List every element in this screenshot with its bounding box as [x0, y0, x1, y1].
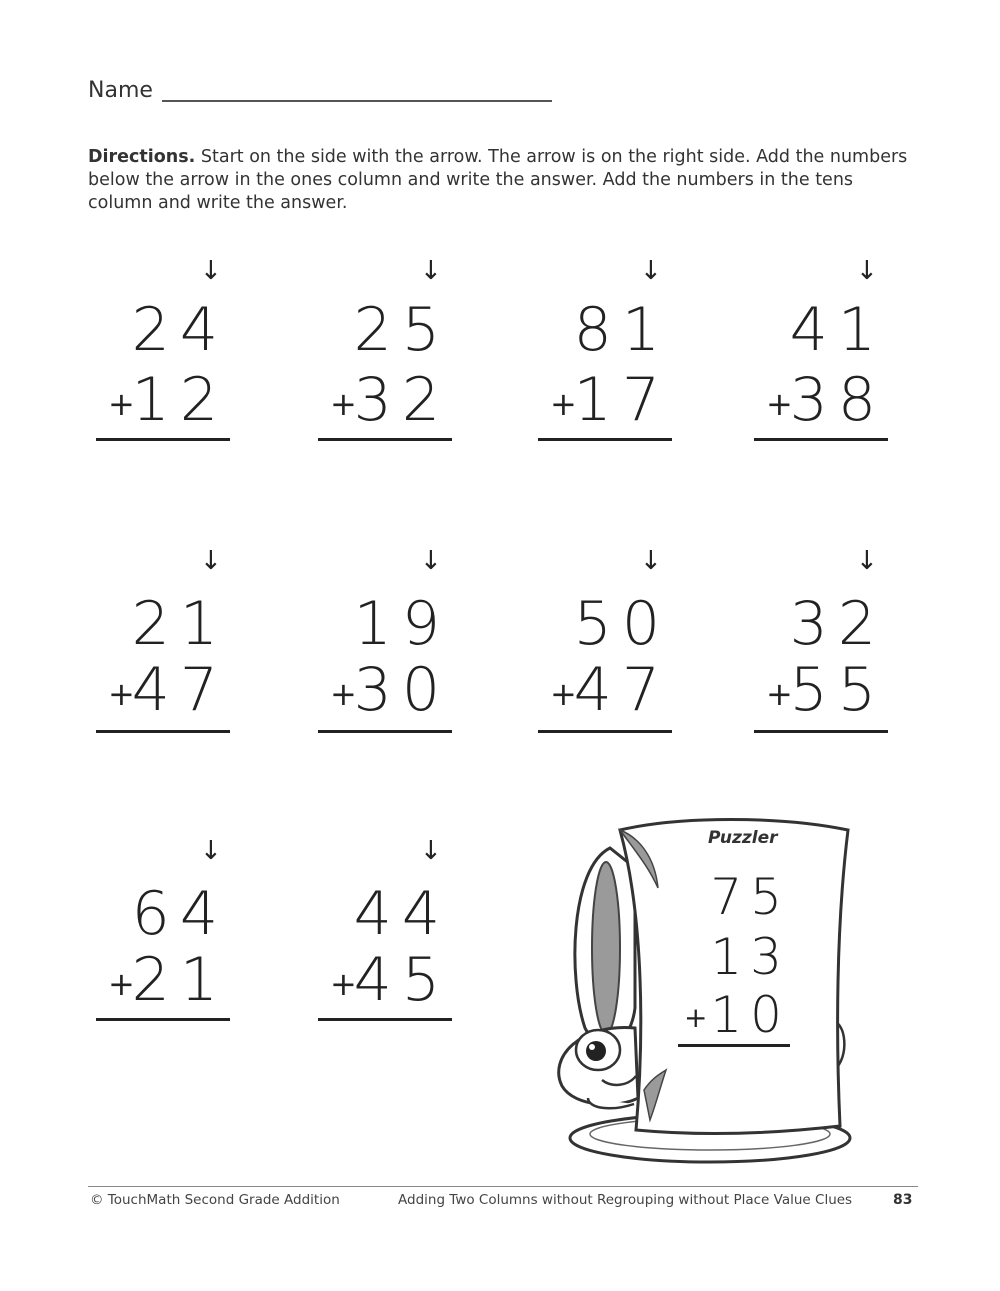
arrow-icon: ↓ [856, 256, 878, 286]
plus-sign: + [108, 675, 135, 713]
arrow-icon: ↓ [640, 546, 662, 576]
directions [88, 146, 918, 215]
plus-sign: + [766, 385, 793, 423]
problem-4 [754, 258, 894, 458]
arrow-icon: ↓ [420, 256, 442, 286]
puzzler-row-2: 13 [710, 928, 790, 986]
problem-bottom-number: 38 [789, 365, 886, 435]
page-number: 83 [893, 1192, 913, 1208]
answer-line [754, 438, 888, 441]
arrow-icon: ↓ [640, 256, 662, 286]
puzzler-row-3: 10 [710, 986, 790, 1044]
problem-bottom-number: 32 [353, 365, 450, 435]
directions-text: Start on the side with the arrow. The arrow is on the right side. Add the numbers below the arrow in the ones column and write the answer. Add the numbers in the tens column and write the answer. [88, 147, 908, 213]
problem-top-number: 19 [353, 589, 450, 659]
bunny-illustration [540, 808, 870, 1168]
bunny-ear-inner [592, 862, 620, 1034]
problem-bottom-number: 55 [789, 655, 886, 725]
puzzler-row-1: 75 [710, 868, 790, 926]
arrow-icon: ↓ [420, 836, 442, 866]
plus-sign: + [108, 965, 135, 1003]
problem-3 [538, 258, 678, 458]
directions-label: Directions. [88, 147, 196, 167]
problem-top-number: 81 [573, 295, 670, 365]
problem-top-number: 64 [131, 879, 228, 949]
problem-7 [538, 548, 678, 748]
problem-top-number: 24 [131, 295, 228, 365]
name-label: Name [88, 78, 153, 103]
problem-top-number: 50 [573, 589, 670, 659]
answer-line [96, 1018, 230, 1021]
problem-bottom-number: 45 [353, 945, 450, 1015]
problem-6 [318, 548, 458, 748]
plus-sign: + [330, 385, 357, 423]
puzzler-title: Puzzler [708, 828, 778, 848]
answer-line [96, 438, 230, 441]
arrow-icon: ↓ [200, 546, 222, 576]
footer-divider [88, 1186, 918, 1187]
problem-top-number: 41 [789, 295, 886, 365]
answer-line [318, 1018, 452, 1021]
plus-sign: + [330, 965, 357, 1003]
problem-bottom-number: 21 [131, 945, 228, 1015]
problem-5 [96, 548, 236, 748]
problem-bottom-number: 47 [573, 655, 670, 725]
footer-topic: Adding Two Columns without Regrouping without Place Value Clues [398, 1192, 853, 1208]
bunny-eye-glint [589, 1044, 595, 1050]
answer-line [538, 730, 672, 733]
answer-line [96, 730, 230, 733]
plus-sign: + [766, 675, 793, 713]
arrow-icon: ↓ [420, 546, 442, 576]
footer-copyright: © TouchMath Second Grade Addition [90, 1192, 340, 1208]
problem-bottom-number: 30 [353, 655, 450, 725]
answer-line [754, 730, 888, 733]
plus-sign: + [684, 1001, 708, 1034]
plus-sign: + [330, 675, 357, 713]
answer-line [538, 438, 672, 441]
plus-sign: + [550, 385, 577, 423]
problem-bottom-number: 47 [131, 655, 228, 725]
arrow-icon: ↓ [200, 256, 222, 286]
arrow-icon: ↓ [856, 546, 878, 576]
plus-sign: + [550, 675, 577, 713]
bunny-pupil [586, 1041, 606, 1061]
problem-8 [754, 548, 894, 748]
problem-top-number: 44 [353, 879, 450, 949]
problem-top-number: 21 [131, 589, 228, 659]
puzzler-answer-line [678, 1044, 790, 1047]
answer-line [318, 730, 452, 733]
problem-bottom-number: 12 [131, 365, 228, 435]
problem-top-number: 32 [789, 589, 886, 659]
name-line[interactable] [162, 100, 552, 102]
problem-1 [96, 258, 236, 458]
problem-10 [318, 838, 458, 1038]
puzzler-panel [540, 808, 870, 1168]
problem-top-number: 25 [353, 295, 450, 365]
problem-9 [96, 838, 236, 1038]
plus-sign: + [108, 385, 135, 423]
problem-2 [318, 258, 458, 458]
answer-line [318, 438, 452, 441]
arrow-icon: ↓ [200, 836, 222, 866]
problem-bottom-number: 17 [573, 365, 670, 435]
